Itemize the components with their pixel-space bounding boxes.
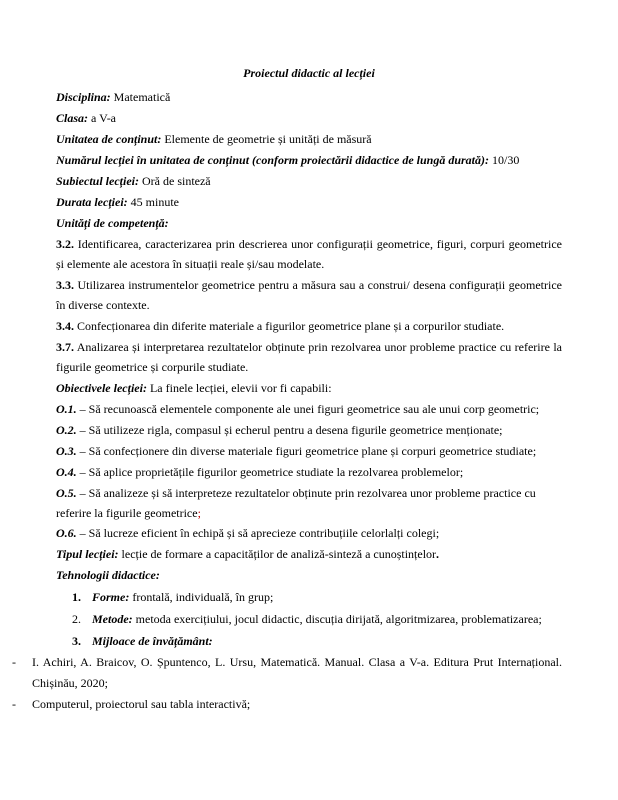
obiectiv-code: O.6.: [56, 526, 77, 540]
durata-row: [56, 192, 562, 213]
unitatea-label: Unitatea de conținut:: [56, 132, 162, 146]
obiectiv-tail: ;: [197, 506, 201, 520]
numarul-row: [56, 150, 562, 171]
tehnologii-item: [56, 630, 562, 652]
durata-label: Durata lecției:: [56, 195, 128, 209]
obiectiv-item: [56, 483, 562, 523]
obiectiv-text: – Să utilizeze rigla, compasul și echerul pentru a desena figurile geometrice menționate;: [76, 423, 503, 437]
tipul-end: .: [436, 547, 440, 561]
obiective-intro: La finele lecției, elevii vor fi capabili:: [146, 381, 332, 395]
obiectiv-item: [56, 399, 562, 420]
disciplina-row: [56, 87, 562, 108]
mijloace-text: Computerul, proiectorul sau tabla interactivă;: [32, 697, 251, 711]
obiectiv-text: – Să lucreze eficient în echipă și să aprecieze contribuțiile celorlalți colegi;: [76, 526, 440, 540]
subiectul-value: Oră de sinteză: [139, 174, 211, 188]
obiectiv-item: [56, 523, 562, 544]
disciplina-value: Matematică: [110, 90, 171, 104]
clasa-value: a V-a: [88, 111, 117, 125]
tehnologii-item: [56, 608, 562, 630]
competenta-text: Confecționarea din diferite materiale a figurilor geometrice plane și a corpurilor studiate.: [74, 319, 505, 333]
dash-bullet: -: [12, 697, 16, 711]
competenta-item: [56, 275, 562, 315]
competenta-number: 3.3.: [56, 278, 74, 292]
unitatea-row: [56, 129, 562, 150]
obiectiv-item: [56, 420, 562, 441]
unitatea-value: Elemente de geometrie și unități de măsură: [161, 132, 372, 146]
competenta-item: [56, 337, 562, 377]
tehnologii-label: Tehnologii didactice:: [56, 568, 160, 582]
tipul-value: lecție de formare a capacităților de analiză-sinteză a cunoștințelor: [118, 547, 437, 561]
competenta-text: Utilizarea instrumentelor geometrice pentru a măsura sau a construi/ desena configurații geometrice în diverse contexte.: [56, 278, 562, 312]
durata-value: 45 minute: [127, 195, 179, 209]
mijloace-text: I. Achiri, A. Braicov, O. Șpuntenco, L. Ursu, Matematică. Manual. Clasa a V-a. Editura Prut Internațional. Chișinău, 2020;: [32, 655, 562, 690]
mijloace-item: [6, 652, 562, 694]
obiectiv-item: [56, 462, 562, 483]
competenta-number: 3.2.: [56, 237, 74, 251]
tehnologii-number: 2.: [72, 612, 81, 626]
obiectiv-code: O.4.: [56, 465, 77, 479]
tehnologii-item-text: metoda exercițiului, jocul didactic, discuția dirijată, algoritmizarea, problematizarea;: [132, 612, 542, 626]
obiectiv-text: – Să analizeze și să interpreteze rezultatelor obținute prin rezolvarea unor probleme practice cu referire la figurile geometrice: [56, 486, 536, 520]
obiectiv-item: [56, 441, 562, 462]
mijloace-item: [6, 694, 562, 715]
document-title: Proiectul didactic al lecției: [243, 66, 375, 80]
competenta-number: 3.7.: [56, 340, 74, 354]
obiectiv-code: O.1.: [56, 402, 77, 416]
subiectul-label: Subiectul lecției:: [56, 174, 139, 188]
obiectiv-code: O.2.: [56, 423, 77, 437]
tipul-label: Tipul lecției:: [56, 547, 119, 561]
numarul-value: 10/30: [489, 153, 520, 167]
disciplina-label: Disciplina:: [56, 90, 111, 104]
competenta-text: Analizarea și interpretarea rezultatelor obținute prin rezolvarea unor probleme practice cu referire la figurile geometrice și corpurile studiate.: [56, 340, 562, 374]
obiectiv-text: – Să aplice proprietățile figurilor geometrice studiate la rezolvarea problemelor;: [76, 465, 464, 479]
tehnologii-item-label: Forme:: [92, 590, 130, 604]
obiectiv-code: O.5.: [56, 486, 77, 500]
tehnologii-item-text: frontală, individuală, în grup;: [129, 590, 274, 604]
subiectul-row: [56, 171, 562, 192]
tehnologii-item: [56, 586, 562, 608]
competenta-number: 3.4.: [56, 319, 74, 333]
clasa-row: [56, 108, 562, 129]
clasa-label: Clasa:: [56, 111, 89, 125]
obiectiv-text: – Să confecționere din diverse materiale figuri geometrice plane și corpuri geometrice studiate;: [76, 444, 537, 458]
obiectiv-code: O.3.: [56, 444, 77, 458]
competente-heading: [56, 213, 562, 234]
tehnologii-item-label: Metode:: [92, 612, 133, 626]
tehnologii-number: 3.: [72, 634, 81, 648]
numarul-label: Numărul lecției în unitatea de conținut (conform proiectării didactice de lungă durată):: [56, 153, 490, 167]
tehnologii-heading: [56, 565, 562, 586]
competenta-item: [56, 316, 562, 336]
obiective-heading: [56, 378, 562, 399]
tehnologii-number: 1.: [72, 590, 81, 604]
competenta-text: Identificarea, caracterizarea prin descrierea unor configurații geometrice, figuri, corpuri geometrice și elemente ale acestora în situații reale și/sau modelate.: [56, 237, 562, 271]
tipul-row: [56, 544, 562, 565]
competenta-item: [56, 234, 562, 274]
obiective-label: Obiectivele lecției:: [56, 381, 147, 395]
dash-bullet: -: [12, 655, 16, 669]
competente-label: Unități de competență:: [56, 216, 169, 230]
obiectiv-text: – Să recunoască elementele componente ale unei figuri geometrice sau ale unui corp geometric;: [76, 402, 540, 416]
tehnologii-item-label: Mijloace de învățământ:: [92, 634, 213, 648]
